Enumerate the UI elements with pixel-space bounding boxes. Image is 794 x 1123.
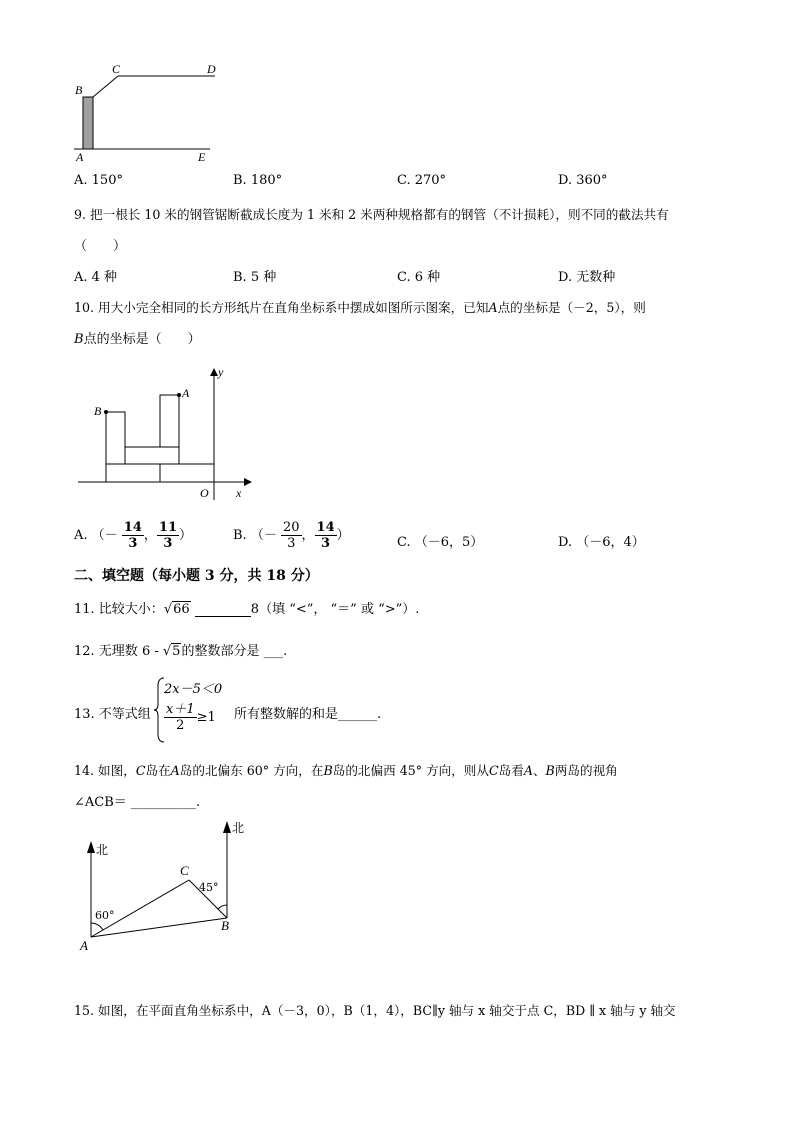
q14-l1-mid3: 岛的北偏西 45° 方向，则从 — [332, 763, 489, 778]
q10-label-b: B — [94, 404, 102, 418]
q14-l1-mid4: 岛看 — [498, 763, 524, 778]
q13-post: 所有整数解的和是______. — [234, 707, 382, 722]
q9-option-c: C. 6 种 — [397, 270, 441, 285]
q8-option-a: A. 150° — [74, 173, 123, 188]
q14-label-c: C — [180, 863, 189, 878]
q10-option-b-frac2 — [315, 520, 337, 551]
q14-l1-mid2: 岛的北偏东 60° 方向，在 — [179, 763, 324, 778]
q10-option-b-frac1 — [281, 520, 302, 551]
q13-ineq2-rel: ≥1 — [196, 710, 216, 725]
q11-sqrt-sign: √ — [163, 602, 173, 617]
q10-option-a-sep: ， — [143, 528, 157, 543]
q8-label-c: C — [112, 62, 121, 76]
q14-label-b: B — [221, 918, 229, 933]
q14-l1-mid1: 岛在 — [145, 763, 171, 778]
q10-option-c: C. （－6，5） — [397, 535, 484, 550]
q14-label-north-right: 北 — [232, 821, 245, 835]
q14-l1-a: A — [170, 763, 180, 778]
q13-ineq1 — [164, 678, 222, 697]
q8-pillar — [83, 97, 93, 149]
q10-rect-bottom-right — [160, 464, 214, 482]
q10-option-b-prefix: B. （－ — [233, 528, 277, 543]
q13-ineq2-den: 2 — [176, 718, 185, 733]
q10-option-b-den2: 3 — [321, 536, 331, 551]
q14-l1-b: B — [323, 763, 333, 778]
q11-answer-blank — [195, 601, 251, 617]
q9-stem-line2: （ ） — [74, 239, 127, 254]
q10-stem-var-a: A — [488, 300, 498, 315]
q10-rect-right-vertical — [160, 395, 179, 447]
q14-stem-line2: ∠ACB＝ __________. — [74, 795, 201, 810]
q11-stem — [74, 598, 419, 617]
q8-option-d: D. 360° — [558, 173, 608, 188]
q14-l1-pre: 14. 如图， — [74, 763, 136, 778]
q14-label-a: A — [80, 938, 88, 953]
q11-post: 8（填 “<”， “＝” 或 “>”）. — [250, 602, 420, 617]
q14-stem-line1 — [74, 760, 618, 779]
q8-label-d: D — [207, 62, 216, 76]
q14-label-angle-60: 60° — [95, 909, 115, 922]
q9-option-b: B. 5 种 — [233, 270, 277, 285]
q10-stem-post: 点的坐标是（－2，5），则 — [497, 300, 646, 315]
q14-l1-a2: A — [523, 763, 533, 778]
q10-stem-var-b: B — [74, 332, 84, 347]
q10-y-arrow — [210, 368, 218, 376]
q10-option-a-num2: 11 — [158, 520, 177, 535]
q9-option-a: A. 4 种 — [74, 270, 118, 285]
q13-ineq2-frac — [164, 702, 197, 733]
section-2-title: 二、填空题（每小题 3 分，共 18 分） — [74, 568, 319, 584]
q10-figure — [78, 362, 258, 512]
q8-figure — [70, 60, 230, 168]
q13-ineq1-text: 2x－5＜0 — [164, 682, 223, 697]
q8-label-b: B — [75, 83, 83, 97]
q10-option-b-num2: 14 — [316, 520, 335, 535]
q10-option-b-sep: ， — [301, 528, 315, 543]
q9-option-d: D. 无数种 — [558, 270, 616, 285]
q10-point-a — [177, 393, 181, 397]
q10-option-a-num1: 14 — [123, 520, 142, 535]
q10-label-o: O — [200, 486, 209, 500]
q14-l1-b2: B — [545, 763, 555, 778]
q10-option-a-den1: 3 — [128, 536, 138, 551]
q10-rect-bottom-left — [106, 464, 160, 482]
q8-line-bc — [93, 76, 118, 97]
q10-point-b — [104, 410, 108, 414]
q10-option-a-prefix: A. （－ — [74, 528, 118, 543]
q11-pre: 11. 比较大小： — [74, 602, 164, 617]
q10-stem-line1 — [74, 297, 646, 316]
q12-radicand: 5 — [172, 644, 181, 659]
q8-option-c: C. 270° — [397, 173, 447, 188]
q14-label-north-left: 北 — [96, 843, 109, 857]
q10-x-arrow — [244, 478, 252, 486]
q12-pre: 12. 无理数 6 - — [74, 644, 163, 659]
q10-option-b-num1: 20 — [282, 520, 300, 535]
q10-option-b-suffix: ） — [336, 528, 350, 543]
q13-ineq2-num: x＋1 — [166, 702, 195, 717]
q12-sqrt-sign: √ — [162, 644, 172, 659]
q10-option-b — [233, 520, 350, 551]
q10-option-a-frac1 — [122, 520, 144, 551]
q10-option-a — [74, 520, 192, 551]
q14-diagram — [76, 815, 256, 960]
q10-option-d: D. （－6，4） — [558, 535, 645, 550]
q10-stem-line2-text: 点的坐标是（ ） — [83, 332, 201, 347]
q14-arc-60 — [91, 923, 103, 930]
q10-stem-pre: 10. 用大小完全相同的长方形纸片在直角坐标系中摆成如图所示图案，已知 — [74, 300, 489, 315]
q10-option-a-frac2 — [157, 520, 179, 551]
q14-l1-c2: C — [489, 763, 499, 778]
q15-stem-line1: 15. 如图，在平面直角坐标系中，A（－3，0），B（1，4），BC∥y 轴与 x 轴交于点 C，BD ∥ x 轴与 y 轴交 — [74, 1003, 676, 1018]
q10-option-a-den2: 3 — [163, 536, 173, 551]
q8-option-b: B. 180° — [233, 173, 283, 188]
q10-label-a: A — [182, 386, 190, 400]
q12-stem — [74, 640, 287, 659]
q8-label-e: E — [198, 150, 206, 164]
q10-rect-middle — [125, 447, 179, 464]
q10-label-x: x — [236, 486, 242, 500]
q14-l1-c: C — [135, 763, 146, 778]
q14-label-angle-45: 45° — [199, 881, 219, 894]
q10-stem-line2 — [74, 328, 201, 347]
q10-option-b-den1: 3 — [287, 536, 296, 551]
q13-ineq2 — [164, 702, 216, 733]
q14-l1-end: 两岛的视角 — [554, 763, 618, 778]
q9-stem-line1: 9. 把一根长 10 米的钢管锯断截成长度为 1 米和 2 米两种规格都有的钢管（不计损耗），则不同的截法共有 — [74, 207, 669, 222]
q10-diagram — [78, 362, 258, 512]
q8-label-a: A — [76, 150, 84, 164]
q14-north-arrow-left — [87, 841, 95, 853]
q14-arc-45 — [218, 905, 227, 909]
q10-option-a-suffix: ） — [179, 528, 193, 543]
q13-pre: 13. 不等式组 — [74, 707, 151, 722]
q8-diagram — [70, 60, 230, 168]
q14-l1-sep: 、 — [532, 763, 546, 778]
q14-north-arrow-right — [223, 821, 231, 833]
q14-figure — [76, 815, 256, 960]
q10-label-y: y — [218, 365, 224, 379]
q11-radicand: 66 — [173, 602, 190, 617]
q10-rect-left-vertical — [106, 412, 125, 464]
q12-post: 的整数部分是 ___. — [181, 644, 288, 659]
